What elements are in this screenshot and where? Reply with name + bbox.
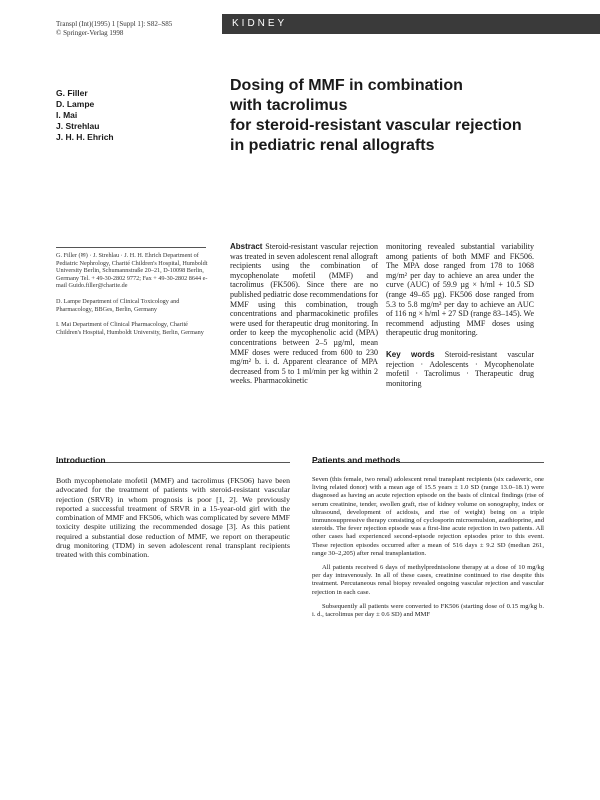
author-name: J. H. H. Ehrich [56, 132, 114, 142]
author-name: G. Filler [56, 88, 88, 98]
journal-line-1: Transpl (Int)(1995) 1 [Suppl 1]: S82–S85 [56, 20, 173, 28]
author-name: D. Lampe [56, 99, 95, 109]
title-line: Dosing of MMF in combination [230, 77, 463, 94]
intro-paragraph: Both mycophenolate mofetil (MMF) and tacrolimus (FK506) have been advocated for the treatment of patients with steroid-resistant vascular rejection (SRVR) in whom prognosis is poor [1, 2]. We previously reported a successful treatment of SRVR in a 15-year-old girl with the combination of MMF and FK506, which was complicated by severe MMF toxicity despite utilizing the recommended dosage [3]. As this patient required a substantial dose reduction of MMF, we report on therapeutic drug monitoring (TDM) in seven adolescent renal transplant recipients treated with this combination. [56, 476, 290, 560]
introduction-body [56, 476, 290, 566]
abstract-text-2: monitoring revealed substantial variability among patients of both MMF and FK506. The MPA dose ranged from 178 to 1068 mg/m² per day to achieve an area under the curve (AUC) of 59.9 µg × h/ml + 10.5 SD (range 49–65 µg). FK506 dose ranged from 5.3 to 5.8 mg/m² per day to achieve an AUC of 116 ng × h/ml + 27 SD (range 83–145). We recommend adjusting MMF doses using therapeutic drug monitoring. [386, 242, 534, 338]
affiliation-block: I. Mai Department of Clinical Pharmacology, Charité Children's Hospital, Humboldt University, Berlin, Germany [56, 321, 204, 336]
methods-heading: Patients and methods [312, 455, 401, 465]
abstract-column-2 [386, 242, 534, 388]
author-list [56, 88, 206, 143]
abstract-column-1 [230, 242, 378, 386]
affiliation-block: G. Filler (✉) · J. Strehlau · J. H. H. Ehrich Department of Pediatric Nephrology, Charité Children's Hospital, Humboldt University Berlin, Schumannstraße 20–21, D-10098 Berlin, Germany Tel. + 49-30-2802 9772; Fax + 49-30-2802 8644 e-mail Guido.filler@charite.de [56, 252, 208, 290]
title-line: for steroid-resistant vascular rejection [230, 117, 522, 134]
methods-paragraph: All patients received 6 days of methylprednisolone therapy at a dose of 10 mg/kg per day intravenously. In all of these cases, creatinine continued to rise despite this treatment. Percutaneous renal biopsy revealed ongoing vascular rejection and vascular rejection in each case. [312, 564, 544, 596]
abstract-text-1: Steroid-resistant vascular rejection was treated in seven adolescent renal allograft recipients using the combination of mycophenolate mofetil (MMF) and tacrolimus (FK506). Since there are no published pediatric dose recommendations for MMF using this combination, trough concentrations and pharmacokinetic profiles were used for therapeutic drug monitoring. In order to keep the mycophenolic acid (MPA) concentrations between 2–5 µg/ml, mean MMF doses were reduced from 600 to 230 mg/m² b. i. d. Apparent clearance of MPA decreased from 5 to 1 ml/min per kg within 2 weeks. Pharmacokinetic [230, 242, 378, 386]
keywords-label: Key words [386, 349, 435, 359]
affiliation-block: D. Lampe Department of Clinical Toxicology and Pharmacology, BBGes, Berlin, Germany [56, 297, 180, 313]
methods-paragraph: Seven (this female, two renal) adolescent renal transplant recipients (six cadaveric, one living related donor) with a mean age of 15.5 years ± 1.0 SD (range 13.0–18.1) were diagnosed as having an acute rejection episode on the basis of clinical findings (rise of serum creatinine, tender, swollen graft, rise of kidney volume on sonography, index or ultrasound, development of acidosis, and rise of weight) being on a triple immunosuppressive therapy consisting of cyclosporin microemulsion, azathioprine, and steroids. The fever rejection episode was a first-line acute rejection in two patients. All other cases had experienced second-episode rejection episodes prior to this event. These rejection episodes occurred after a mean of 516 days ± 9.2 SD (median 261, range 30–2,205) after renal transplantation. [312, 476, 545, 557]
keywords [386, 350, 534, 388]
title-line: with tacrolimus [230, 97, 348, 114]
author-name: I. Mai [56, 110, 78, 120]
methods-body [312, 476, 544, 625]
keywords-text: Steroid-resistant vascular rejection · Adolescents · Mycophenolate mofetil · Tacrolimus · Therapeutic drug monitoring [386, 349, 534, 388]
journal-citation [56, 20, 216, 38]
abstract-label: Abstract [230, 242, 263, 251]
affiliations [56, 252, 211, 344]
journal-line-2: © Springer-Verlag 1998 [56, 29, 124, 37]
title-line: in pediatric renal allografts [230, 137, 435, 154]
article-title [230, 76, 560, 156]
section-label-kidney: KIDNEY [222, 14, 600, 34]
introduction-heading: Introduction [56, 455, 106, 465]
methods-paragraph: Subsequently all patients were converted to FK506 (starting dose of 0.15 mg/kg b. i. d., tacrolimus per day ± 0.6 SD) and MMF [312, 602, 544, 619]
affiliation-divider [56, 247, 206, 248]
author-name: J. Strehlau [56, 121, 100, 131]
